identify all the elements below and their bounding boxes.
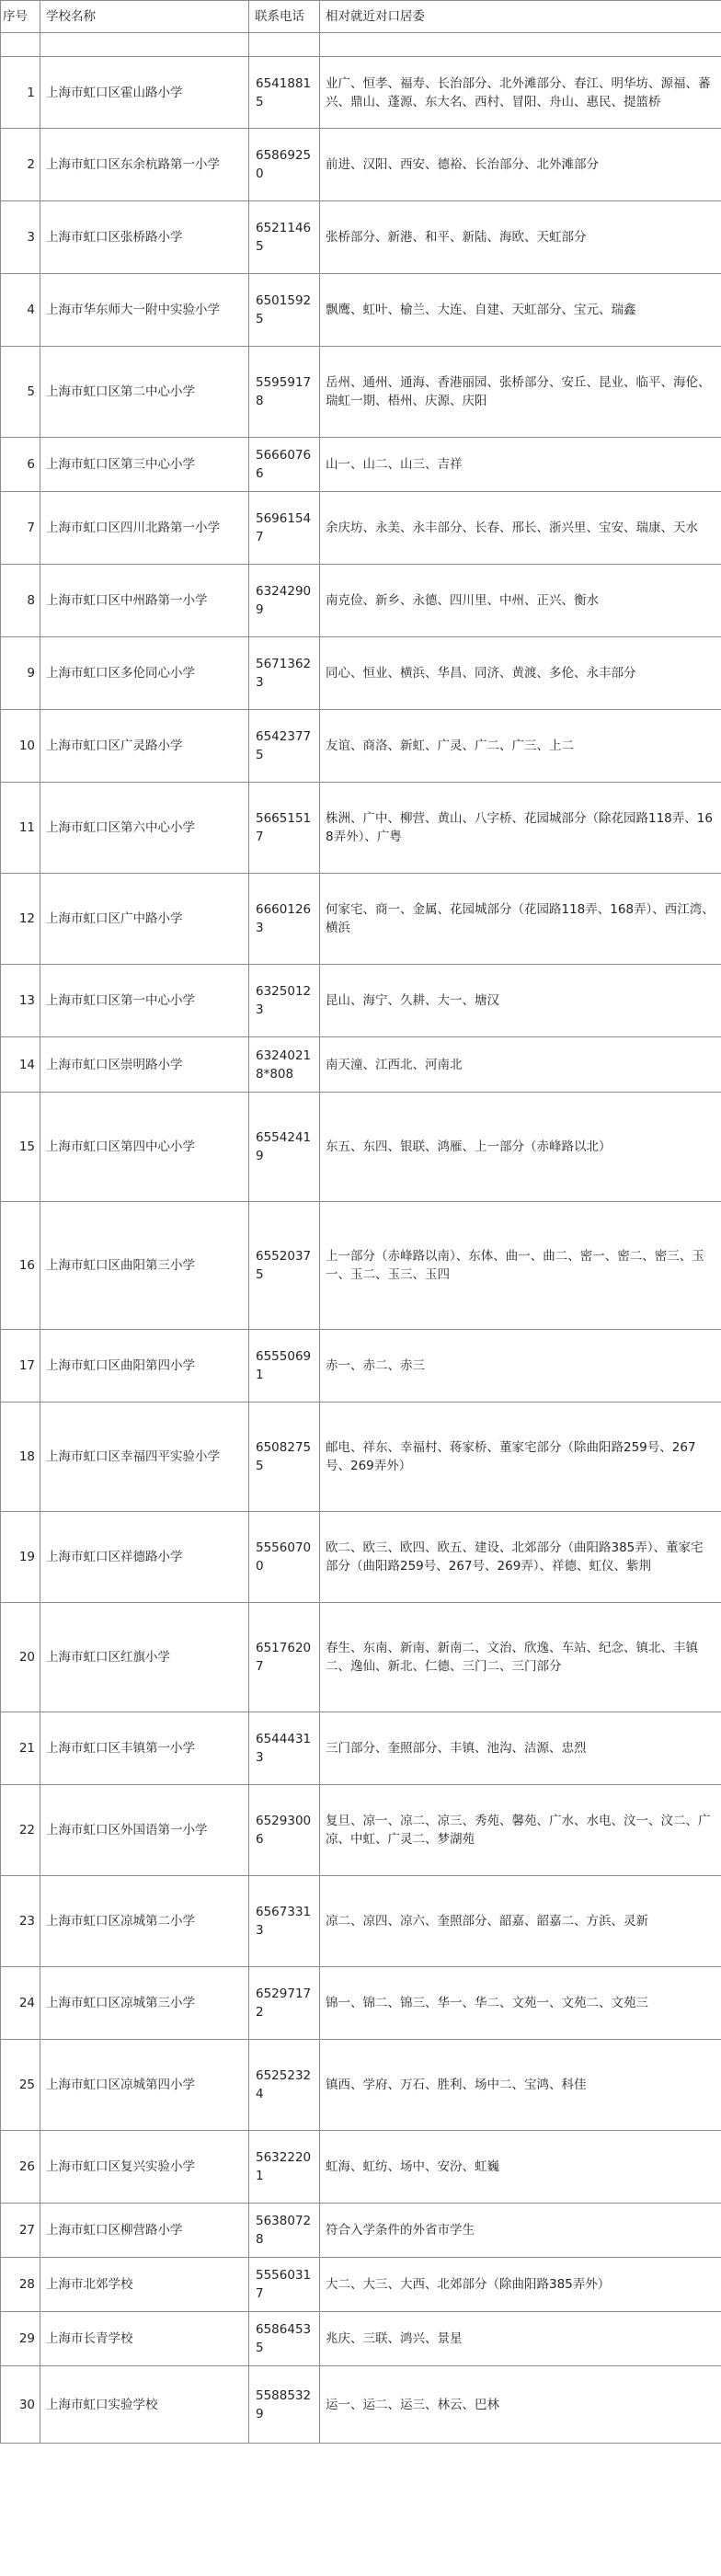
row-number: 24	[1, 1967, 40, 2040]
school-name: 上海市虹口区第四中心小学	[40, 1093, 249, 1202]
school-name: 上海市虹口区东余杭路第一小学	[40, 129, 249, 201]
row-number: 19	[1, 1512, 40, 1603]
zone-committees: 张桥部分、新港、和平、新陆、海欧、天虹部分	[320, 201, 721, 274]
school-name: 上海市虹口区第二中心小学	[40, 347, 249, 438]
phone-number: 56651517	[249, 783, 320, 874]
row-number: 11	[1, 783, 40, 874]
phone-number: 55560317	[249, 2258, 320, 2312]
spacer-cell	[1, 33, 40, 57]
table-row	[1, 347, 721, 438]
phone-number: 65869250	[249, 129, 320, 201]
phone-number: 65520375	[249, 1202, 320, 1330]
table-row	[1, 57, 721, 129]
row-number: 20	[1, 1603, 40, 1712]
table-row	[1, 2366, 721, 2444]
row-number: 21	[1, 1712, 40, 1785]
table-row	[1, 2040, 721, 2131]
row-number: 15	[1, 1093, 40, 1202]
phone-number: 65252324	[249, 2040, 320, 2131]
school-name: 上海市虹口区红旗小学	[40, 1603, 249, 1712]
table-row	[1, 1785, 721, 1876]
row-number: 16	[1, 1202, 40, 1330]
table-row	[1, 2131, 721, 2204]
zone-committees: 前进、汉阳、西安、德裕、长治部分、北外滩部分	[320, 129, 721, 201]
phone-number: 65673313	[249, 1876, 320, 1967]
row-number: 6	[1, 438, 40, 492]
school-name: 上海市虹口区四川北路第一小学	[40, 492, 249, 565]
school-name: 上海市虹口区丰镇第一小学	[40, 1712, 249, 1785]
phone-number: 65211465	[249, 201, 320, 274]
phone-number: 65444313	[249, 1712, 320, 1785]
school-name: 上海市长青学校	[40, 2312, 249, 2366]
phone-number: 65423775	[249, 710, 320, 783]
table-row	[1, 1330, 721, 1402]
row-number: 23	[1, 1876, 40, 1967]
zone-committees: 同心、恒业、横浜、华昌、同济、黄渡、多伦、永丰部分	[320, 637, 721, 710]
phone-number: 55885329	[249, 2366, 320, 2444]
phone-number: 56713623	[249, 637, 320, 710]
school-name: 上海市虹口区广灵路小学	[40, 710, 249, 783]
zone-committees: 虹海、虹纺、场中、安汾、虹巍	[320, 2131, 721, 2204]
spacer-cell	[40, 33, 249, 57]
row-number: 13	[1, 965, 40, 1037]
table-row	[1, 2204, 721, 2258]
zone-committees: 复旦、凉一、凉二、凉三、秀苑、馨苑、广水、水电、汶一、汶二、广凉、中虹、广灵二、梦湖苑	[320, 1785, 721, 1876]
table-row	[1, 1603, 721, 1712]
school-name: 上海市虹口区崇明路小学	[40, 1037, 249, 1093]
table-row	[1, 1512, 721, 1603]
row-number: 29	[1, 2312, 40, 2366]
school-name: 上海市虹口区凉城第三小学	[40, 1967, 249, 2040]
row-number: 26	[1, 2131, 40, 2204]
school-name: 上海市虹口区曲阳第三小学	[40, 1202, 249, 1330]
table-row	[1, 710, 721, 783]
row-number: 12	[1, 874, 40, 965]
table-row	[1, 1402, 721, 1512]
row-number: 17	[1, 1330, 40, 1402]
table-row	[1, 783, 721, 874]
school-name: 上海市虹口区多伦同心小学	[40, 637, 249, 710]
table-row	[1, 1093, 721, 1202]
school-name: 上海市虹口区祥德路小学	[40, 1512, 249, 1603]
zone-committees: 东五、东四、银联、鸿雁、上一部分（赤峰路以北）	[320, 1093, 721, 1202]
table-row	[1, 438, 721, 492]
row-number: 18	[1, 1402, 40, 1512]
zone-committees: 株洲、广中、柳营、黄山、八字桥、花园城部分（除花园路118弄、168弄外）、广粤	[320, 783, 721, 874]
phone-number: 65082755	[249, 1402, 320, 1512]
row-number: 2	[1, 129, 40, 201]
table-row	[1, 1037, 721, 1093]
table-row	[1, 274, 721, 347]
school-name: 上海市北郊学校	[40, 2258, 249, 2312]
table-row	[1, 1202, 721, 1330]
school-name: 上海市虹口区第六中心小学	[40, 783, 249, 874]
zone-committees: 春生、东南、新南、新南二、文治、欣逸、车站、纪念、镇北、丰镇二、逸仙、新北、仁德、三门二、三门部分	[320, 1603, 721, 1712]
zone-committees: 邮电、祥东、幸福村、蒋家桥、董家宅部分（除曲阳路259号、267号、269弄外）	[320, 1402, 721, 1512]
spacer-cell	[320, 33, 721, 57]
table-row	[1, 492, 721, 565]
zone-committees: 业广、恒孝、福寿、长治部分、北外滩部分、春江、明华坊、源福、蕃兴、鼎山、蓬源、东大名、西村、冒阳、舟山、惠民、提篮桥	[320, 57, 721, 129]
phone-number: 65176207	[249, 1603, 320, 1712]
zone-committees: 运一、运二、运三、林云、巴林	[320, 2366, 721, 2444]
row-number: 5	[1, 347, 40, 438]
row-number: 25	[1, 2040, 40, 2131]
zone-committees: 岳州、通州、通海、香港丽园、张桥部分、安丘、昆业、临平、海伦、瑞虹一期、梧州、庆源、庆阳	[320, 347, 721, 438]
school-name: 上海市华东师大一附中实验小学	[40, 274, 249, 347]
zone-committees: 友谊、商洛、新虹、广灵、广二、广三、上二	[320, 710, 721, 783]
zone-committees: 符合入学条件的外省市学生	[320, 2204, 721, 2258]
phone-number: 65293006	[249, 1785, 320, 1876]
school-name: 上海市虹口区第一中心小学	[40, 965, 249, 1037]
table-row	[1, 874, 721, 965]
phone-number: 55959178	[249, 347, 320, 438]
zone-committees: 大二、大三、大西、北郊部分（除曲阳路385弄外）	[320, 2258, 721, 2312]
row-number: 7	[1, 492, 40, 565]
spacer-row	[1, 33, 721, 57]
row-number: 30	[1, 2366, 40, 2444]
school-name: 上海市虹口区广中路小学	[40, 874, 249, 965]
school-name: 上海市虹口区曲阳第四小学	[40, 1330, 249, 1402]
school-name: 上海市虹口区凉城第二小学	[40, 1876, 249, 1967]
phone-number: 56380728	[249, 2204, 320, 2258]
phone-number: 63250123	[249, 965, 320, 1037]
school-name: 上海市虹口区柳营路小学	[40, 2204, 249, 2258]
table-row	[1, 201, 721, 274]
school-name: 上海市虹口区第三中心小学	[40, 438, 249, 492]
school-name: 上海市虹口区幸福四平实验小学	[40, 1402, 249, 1512]
phone-number: 63240218*808	[249, 1037, 320, 1093]
phone-number: 65864535	[249, 2312, 320, 2366]
table-row	[1, 1876, 721, 1967]
row-number: 3	[1, 201, 40, 274]
header-school: 学校名称	[40, 1, 249, 33]
school-name: 上海市虹口区中州路第一小学	[40, 565, 249, 637]
row-number: 27	[1, 2204, 40, 2258]
phone-number: 55560700	[249, 1512, 320, 1603]
zone-committees: 镇西、学府、万石、胜利、场中二、宝鸿、科佳	[320, 2040, 721, 2131]
phone-number: 56322201	[249, 2131, 320, 2204]
table-header-row	[1, 1, 721, 33]
zone-committees: 赤一、赤二、赤三	[320, 1330, 721, 1402]
phone-number: 65418815	[249, 57, 320, 129]
table-row	[1, 2258, 721, 2312]
row-number: 14	[1, 1037, 40, 1093]
row-number: 8	[1, 565, 40, 637]
school-name: 上海市虹口区复兴实验小学	[40, 2131, 249, 2204]
phone-number: 65297172	[249, 1967, 320, 2040]
table-row	[1, 1712, 721, 1785]
zone-committees: 兆庆、三联、鸿兴、景星	[320, 2312, 721, 2366]
phone-number: 56660766	[249, 438, 320, 492]
school-name: 上海市虹口区外国语第一小学	[40, 1785, 249, 1876]
school-name: 上海市虹口实验学校	[40, 2366, 249, 2444]
table-row	[1, 2312, 721, 2366]
header-area: 相对就近对口居委	[320, 1, 721, 33]
zone-committees: 三门部分、奎照部分、丰镇、池沟、洁源、忠烈	[320, 1712, 721, 1785]
zone-committees: 山一、山二、山三、吉祥	[320, 438, 721, 492]
table-row	[1, 565, 721, 637]
school-name: 上海市虹口区凉城第四小学	[40, 2040, 249, 2131]
header-phone: 联系电话	[249, 1, 320, 33]
school-name: 上海市虹口区霍山路小学	[40, 57, 249, 129]
zone-committees: 昆山、海宁、久耕、大一、塘汉	[320, 965, 721, 1037]
zone-committees: 南克俭、新乡、永德、四川里、中州、正兴、衡水	[320, 565, 721, 637]
row-number: 28	[1, 2258, 40, 2312]
zone-committees: 凉二、凉四、凉六、奎照部分、韶嘉、韶嘉二、方浜、灵新	[320, 1876, 721, 1967]
table-row	[1, 637, 721, 710]
zone-committees: 余庆坊、永美、永丰部分、长春、邢长、浙兴里、宝安、瑞康、天水	[320, 492, 721, 565]
school-name: 上海市虹口区张桥路小学	[40, 201, 249, 274]
zone-committees: 欧二、欧三、欧四、欧五、建设、北郊部分（曲阳路385弄）、董家宅部分（曲阳路259号、267号、269弄）、祥德、虹仪、紫荆	[320, 1512, 721, 1603]
zone-committees: 上一部分（赤峰路以南）、东体、曲一、曲二、密一、密二、密三、玉一、玉二、玉三、玉四	[320, 1202, 721, 1330]
phone-number: 63242909	[249, 565, 320, 637]
zone-committees: 何家宅、商一、金属、花园城部分（花园路118弄、168弄）、西江湾、横浜	[320, 874, 721, 965]
phone-number: 66601263	[249, 874, 320, 965]
zone-committees: 锦一、锦二、锦三、华一、华二、文苑一、文苑二、文苑三	[320, 1967, 721, 2040]
phone-number: 65542419	[249, 1093, 320, 1202]
spacer-cell	[249, 33, 320, 57]
phone-number: 65015925	[249, 274, 320, 347]
zone-committees: 南天潼、江西北、河南北	[320, 1037, 721, 1093]
zone-committees: 飘鹰、虹叶、榆兰、大连、自建、天虹部分、宝元、瑞鑫	[320, 274, 721, 347]
phone-number: 65550691	[249, 1330, 320, 1402]
phone-number: 56961547	[249, 492, 320, 565]
row-number: 10	[1, 710, 40, 783]
table-row	[1, 1967, 721, 2040]
row-number: 4	[1, 274, 40, 347]
row-number: 22	[1, 1785, 40, 1876]
row-number: 1	[1, 57, 40, 129]
row-number: 9	[1, 637, 40, 710]
table-row	[1, 129, 721, 201]
header-no: 序号	[1, 1, 40, 33]
table-row	[1, 965, 721, 1037]
